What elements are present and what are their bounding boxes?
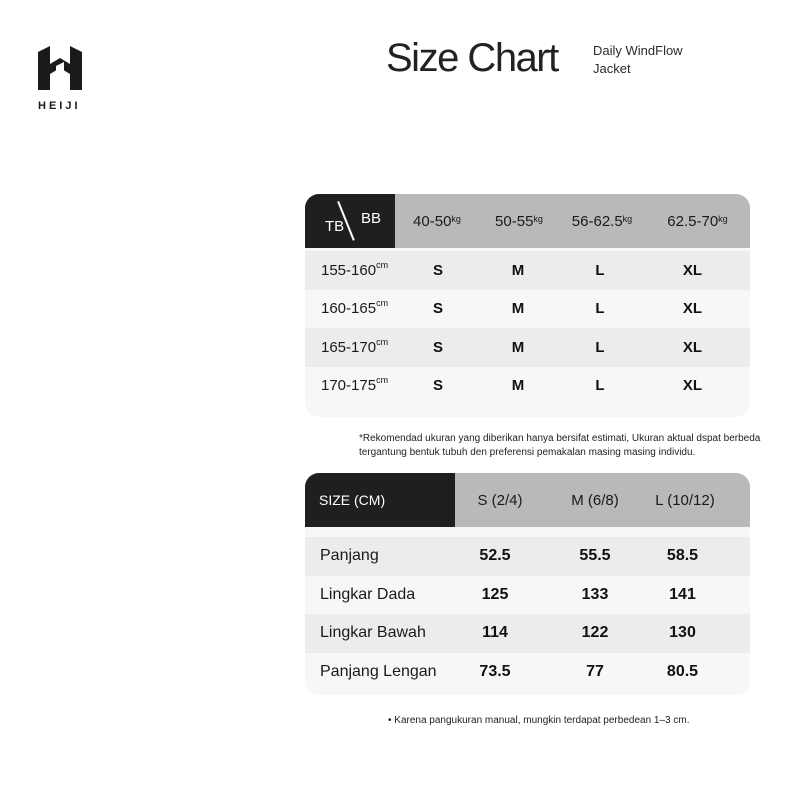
- row-label: $160-165^{cm}$: [321, 298, 389, 318]
- cell: 52.5: [479, 547, 511, 565]
- cell: 125: [481, 585, 509, 603]
- cell: L: [595, 261, 605, 279]
- measurement-note: • Karena pangukuran manual, mungkin terdapat perbedean 1–3 cm.: [388, 715, 690, 726]
- table-row: [305, 653, 750, 692]
- cell: S: [432, 300, 443, 318]
- cell: M: [511, 300, 525, 318]
- cell: 130: [669, 624, 696, 642]
- table-header: [305, 473, 750, 527]
- cell: L: [595, 300, 605, 318]
- row-label: Panjang: [320, 547, 379, 565]
- cell: XL: [682, 300, 703, 318]
- product-name-line1: Daily WindFlow: [593, 43, 683, 58]
- cell: S: [432, 261, 443, 279]
- cell: 58.5: [666, 547, 699, 565]
- cell: S: [432, 377, 443, 395]
- column-header: 56-62.5 $^{kg}$: [571, 212, 633, 230]
- corner-cell: [305, 194, 395, 248]
- row-label: Panjang Lengan: [320, 662, 437, 680]
- cell: L: [595, 338, 605, 356]
- cell: 133: [581, 585, 609, 603]
- table-row: [305, 328, 750, 367]
- cell: 141: [669, 585, 696, 603]
- column-header: 50-55 $^{kg}$: [495, 212, 543, 230]
- row-label: $170-175^{cm}$: [321, 375, 389, 395]
- column-header: 40-50 $^{kg}$: [413, 212, 461, 230]
- table-row: [305, 251, 750, 290]
- size-recommendation-table: [305, 194, 750, 417]
- column-header: L (10/12): [655, 491, 715, 509]
- cell: XL: [682, 261, 703, 279]
- page-title: Size Chart: [386, 36, 558, 80]
- corner-bb: BB: [361, 210, 382, 227]
- table-row: [305, 537, 750, 576]
- size-header-cell: SIZE (CM): [305, 473, 455, 527]
- cell: M: [511, 261, 525, 279]
- cell: 77: [586, 662, 604, 680]
- heiji-logo-icon: [36, 44, 84, 92]
- row-label: $165-170^{cm}$: [321, 336, 389, 356]
- cell: S: [432, 338, 443, 356]
- product-name: [593, 42, 723, 78]
- row-label: $155-160^{cm}$: [321, 259, 389, 279]
- cell: XL: [682, 377, 703, 395]
- column-header: 62.5-70 $^{kg}$: [667, 212, 728, 230]
- measurement-table: [305, 473, 750, 695]
- cell: M: [511, 377, 525, 395]
- cell: 114: [482, 624, 508, 642]
- recommendation-note: *Rekomendad ukuran yang diberikan hanya bersifat estimati, Ukuran aktual dspat berbeda tergantung bentuk tubuh den preferensi pemakalan masing masing individu.: [359, 433, 761, 458]
- table-row: [305, 614, 750, 653]
- brand-logo: [36, 44, 88, 112]
- column-header: S (2/4): [477, 491, 523, 509]
- cell: 55.5: [579, 547, 611, 565]
- table-row: [305, 576, 750, 615]
- corner-tb: TB: [325, 218, 345, 235]
- cell: 73.5: [479, 662, 511, 680]
- product-name-line2: Jacket: [593, 61, 631, 76]
- cell: M: [511, 338, 525, 356]
- cell: L: [595, 377, 605, 395]
- table-header: [305, 194, 750, 248]
- cell: 80.5: [666, 662, 699, 680]
- cell: 122: [581, 624, 609, 642]
- brand-name: HEIJI: [38, 100, 81, 112]
- row-label: Lingkar Bawah: [320, 624, 426, 642]
- table-row: [305, 367, 750, 406]
- column-header: M (6/8): [571, 491, 619, 509]
- table-row: [305, 290, 750, 329]
- cell: XL: [682, 338, 703, 356]
- row-label: Lingkar Dada: [320, 585, 416, 603]
